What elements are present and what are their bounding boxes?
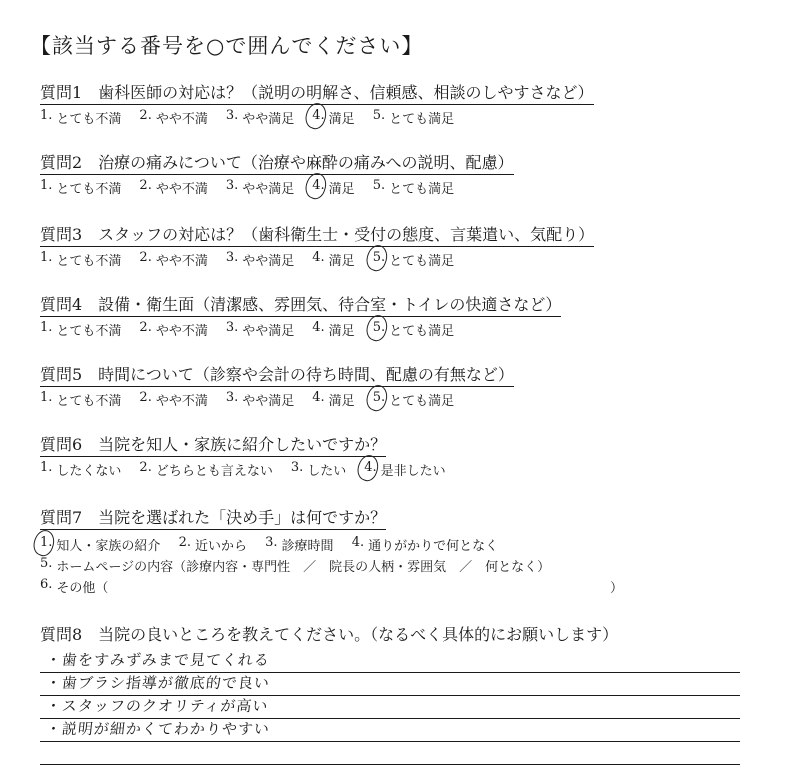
answer-line[interactable] (40, 650, 740, 673)
option-1[interactable] (40, 320, 121, 339)
answer-line[interactable] (40, 742, 740, 765)
option-label: やや満足 (242, 324, 295, 339)
option-number: 2. (139, 108, 152, 123)
q7-option-1[interactable] (40, 535, 160, 554)
option-3[interactable] (291, 460, 346, 479)
q7-option-6[interactable] (40, 577, 108, 596)
option-number: 3. (225, 178, 239, 193)
option-label: 近いから (194, 539, 247, 554)
option-label: やや満足 (242, 182, 295, 197)
question-4 (40, 292, 561, 339)
option-5[interactable] (373, 390, 454, 409)
option-5[interactable] (373, 320, 454, 339)
option-number: 4. (312, 390, 325, 405)
options (40, 108, 594, 127)
q7-option-2[interactable] (179, 535, 247, 554)
option-label: 知人・家族の紹介 (56, 539, 161, 554)
option-label: やや不満 (155, 324, 208, 339)
option-number: 4. (312, 250, 325, 265)
other-close-paren: ） (610, 581, 624, 596)
option-label: 満足 (328, 394, 355, 409)
option-label: やや満足 (242, 254, 295, 269)
option-4[interactable] (312, 250, 354, 269)
option-number: 4. (312, 178, 324, 197)
option-2[interactable] (139, 178, 207, 197)
question-7 (40, 505, 624, 596)
option-label: とても不満 (56, 324, 122, 339)
option-2[interactable] (139, 460, 272, 479)
option-label: やや不満 (155, 394, 208, 409)
option-5[interactable] (373, 108, 454, 127)
page-title: 【該当する番号を○で囲んでください】 (30, 34, 424, 58)
option-label: やや満足 (242, 394, 295, 409)
option-number: 3. (290, 460, 304, 475)
option-number: 4. (351, 535, 365, 550)
option-label: やや不満 (155, 182, 208, 197)
option-label: とても満足 (389, 112, 455, 127)
option-label: とても満足 (389, 324, 455, 339)
option-number: 2. (139, 390, 152, 405)
handwritten-answer: ・説明が細かくてわかりやすい (45, 720, 271, 738)
option-number: 2. (139, 320, 152, 335)
question-6 (40, 432, 464, 479)
option-label: とても不満 (56, 394, 122, 409)
option-number: 1. (40, 250, 53, 265)
option-5[interactable] (373, 250, 454, 269)
option-number: 1. (40, 460, 53, 475)
q7-options-row-3 (40, 577, 624, 596)
options (40, 460, 464, 479)
option-number: 1. (40, 320, 53, 335)
option-3[interactable] (226, 320, 294, 339)
option-3[interactable] (226, 108, 294, 127)
option-label: とても不満 (56, 112, 122, 127)
question-5 (40, 362, 514, 409)
option-number: 3. (225, 320, 239, 335)
option-label: 満足 (328, 112, 355, 127)
option-number: 2. (139, 250, 152, 265)
option-label: やや不満 (155, 112, 208, 127)
question-title: 質問8 当院の良いところを教えてください。（なるべく具体的にお願いします） (40, 625, 619, 644)
options (40, 178, 514, 197)
q7-option-3[interactable] (265, 535, 333, 554)
question-title: 質問2 治療の痛みについて（治療や麻酔の痛みへの説明、配慮） (40, 150, 514, 175)
question-title: 質問7 当院を選ばれた「決め手」は何ですか？ (40, 505, 386, 530)
option-2[interactable] (139, 320, 207, 339)
question-title: 質問5 時間について（診察や会計の待ち時間、配慮の有無など） (40, 362, 514, 387)
option-5[interactable] (373, 178, 454, 197)
option-number: 3. (225, 250, 239, 265)
option-label: したい (307, 464, 347, 479)
option-label: その他（ (56, 581, 109, 596)
option-number: 6. (40, 577, 53, 592)
option-number: 3. (225, 108, 239, 123)
options (40, 390, 514, 409)
option-number: 5. (373, 390, 385, 409)
option-4[interactable] (312, 320, 354, 339)
option-number: 2. (139, 460, 152, 475)
option-3[interactable] (226, 390, 294, 409)
q7-options-row-1 (40, 535, 564, 554)
option-label: 満足 (328, 254, 355, 269)
option-label: とても満足 (389, 394, 455, 409)
option-2[interactable] (139, 108, 207, 127)
option-number: 4. (364, 460, 376, 479)
option-1[interactable] (40, 108, 121, 127)
option-label: やや不満 (155, 254, 208, 269)
answer-line[interactable] (40, 673, 740, 696)
answer-line[interactable] (40, 696, 740, 719)
option-label: 通りがかりで何となく (368, 539, 499, 554)
option-2[interactable] (139, 390, 207, 409)
option-number: 1. (40, 535, 52, 554)
option-4[interactable] (312, 178, 354, 197)
options (40, 320, 561, 339)
answer-line[interactable] (40, 719, 740, 742)
option-number: 3. (265, 535, 278, 550)
option-label: 是非したい (380, 464, 446, 479)
question-3 (40, 222, 594, 269)
handwritten-answer: ・歯をすみずみまで見てくれる (45, 651, 271, 669)
option-label: ホームページの内容（診療内容・専門性 ／ 院長の人柄・雰囲気 ／ 何となく） (56, 560, 551, 575)
option-label: とても不満 (56, 182, 122, 197)
option-1[interactable] (40, 460, 121, 479)
option-4[interactable] (312, 390, 354, 409)
option-3[interactable] (226, 178, 294, 197)
option-number: 1. (40, 390, 53, 405)
option-label: とても満足 (389, 182, 455, 197)
option-number: 5. (372, 108, 386, 123)
option-number: 1. (40, 108, 53, 123)
option-number: 1. (40, 178, 53, 193)
option-number: 2. (178, 535, 191, 550)
option-number: 2. (139, 178, 152, 193)
q7-options-row-2 (40, 556, 564, 575)
question-title: 質問1 歯科医師の対応は？（説明の明解さ、信頼感、相談のしやすさなど） (40, 80, 594, 105)
option-number: 5. (372, 178, 386, 193)
option-label: とても不満 (56, 254, 122, 269)
option-number: 5. (373, 320, 385, 339)
option-number: 4. (312, 108, 324, 127)
option-number: 4. (312, 320, 325, 335)
option-label: したくない (56, 464, 122, 479)
option-label: やや満足 (242, 112, 295, 127)
option-number: 5. (40, 556, 53, 571)
question-1 (40, 80, 594, 127)
option-label: どちらとも言えない (155, 464, 273, 479)
question-8 (40, 622, 618, 646)
option-4[interactable] (364, 460, 445, 479)
option-number: 5. (373, 250, 385, 269)
option-2[interactable] (139, 250, 207, 269)
option-label: 満足 (328, 182, 355, 197)
handwritten-answer: ・歯ブラシ指導が徹底的で良い (45, 674, 271, 692)
question-title: 質問4 設備・衛生面（清潔感、雰囲気、待合室・トイレの快適さなど） (40, 292, 561, 317)
q7-option-5[interactable] (40, 556, 550, 575)
option-1[interactable] (40, 390, 121, 409)
option-number: 3. (225, 390, 239, 405)
option-3[interactable] (226, 250, 294, 269)
question-title: 質問3 スタッフの対応は？（歯科衛生士・受付の態度、言葉遣い、気配り） (40, 222, 594, 247)
answer-lines (40, 650, 740, 765)
option-label: 満足 (328, 324, 355, 339)
options (40, 250, 594, 269)
option-label: とても満足 (389, 254, 455, 269)
q7-option-4[interactable] (352, 535, 498, 554)
question-title: 質問6 当院を知人・家族に紹介したいですか？ (40, 432, 386, 457)
option-1[interactable] (40, 178, 121, 197)
option-label: 診療時間 (281, 539, 334, 554)
option-1[interactable] (40, 250, 121, 269)
question-2 (40, 150, 514, 197)
option-4[interactable] (312, 108, 354, 127)
handwritten-answer: ・スタッフのクオリティが高い (45, 697, 270, 715)
